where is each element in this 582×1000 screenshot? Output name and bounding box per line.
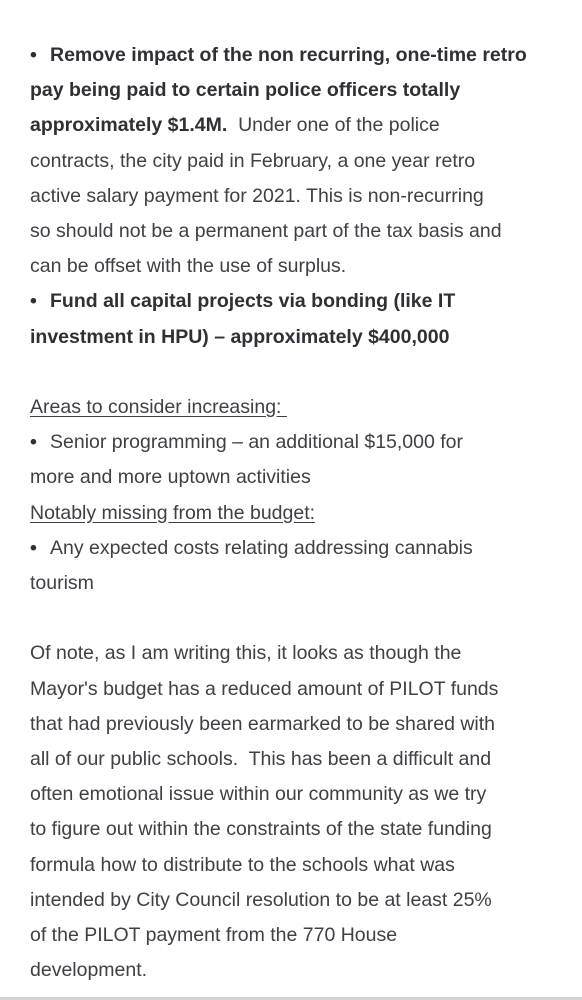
- paragraph-line: of the PILOT payment from the 770 House: [30, 924, 398, 947]
- bullet-icon: •: [30, 536, 37, 559]
- paragraph-line: development.: [30, 959, 148, 982]
- bold-text: investment in HPU) – approximately $400,000: [30, 325, 450, 348]
- paragraph-line: formula how to distribute to the schools what was: [30, 853, 455, 876]
- paragraph-pilot-funds: [30, 636, 554, 988]
- bold-text: pay being paid to certain police officers totally: [30, 79, 461, 102]
- bullet-icon: •: [30, 44, 37, 66]
- body-text: contracts, the city paid in February, a one year retro: [30, 149, 476, 172]
- spacer: [30, 601, 554, 636]
- bold-text: Fund all capital projects via bonding (like IT: [50, 290, 456, 313]
- paragraph-line: that had previously been earmarked to be shared with: [30, 712, 496, 735]
- paragraph-line: Mayor's budget has a reduced amount of PILOT funds: [30, 677, 499, 700]
- body-text: Senior programming – an additional $15,000 for: [50, 431, 464, 454]
- paragraph-line: all of our public schools. This has been a difficult and: [30, 748, 492, 771]
- section-heading-missing: Notably missing from the budget:: [30, 501, 316, 524]
- body-text: Any expected costs relating addressing cannabis: [50, 536, 473, 559]
- section-increasing: [30, 390, 554, 496]
- bold-text: Remove impact of the non recurring, one-time retro: [50, 44, 527, 66]
- paragraph-line: to figure out within the constraints of the state funding: [30, 818, 492, 841]
- bold-text: approximately $1.4M.: [30, 114, 228, 137]
- body-text: Under one of the police: [227, 114, 440, 137]
- section-missing: [30, 496, 554, 602]
- spacer: [30, 355, 554, 390]
- body-text: more and more uptown activities: [30, 466, 311, 489]
- bullet-icon: •: [30, 290, 37, 313]
- section-heading-increasing: Areas to consider increasing:: [30, 396, 287, 419]
- article-body: [30, 38, 554, 988]
- body-text: tourism: [30, 572, 94, 595]
- bullet-item-capital-projects: [30, 284, 554, 354]
- bullet-icon: •: [30, 431, 37, 454]
- paragraph-line: Of note, as I am writing this, it looks as though the: [30, 642, 462, 665]
- paragraph-line: often emotional issue within our community as we try: [30, 783, 487, 806]
- paragraph-line: intended by City Council resolution to be at least 25%: [30, 888, 492, 911]
- body-text: can be offset with the use of surplus.: [30, 255, 347, 278]
- body-text: so should not be a permanent part of the tax basis and: [30, 220, 502, 243]
- bullet-item-retro-pay: [30, 38, 554, 284]
- body-text: active salary payment for 2021. This is non-recurring: [30, 184, 484, 207]
